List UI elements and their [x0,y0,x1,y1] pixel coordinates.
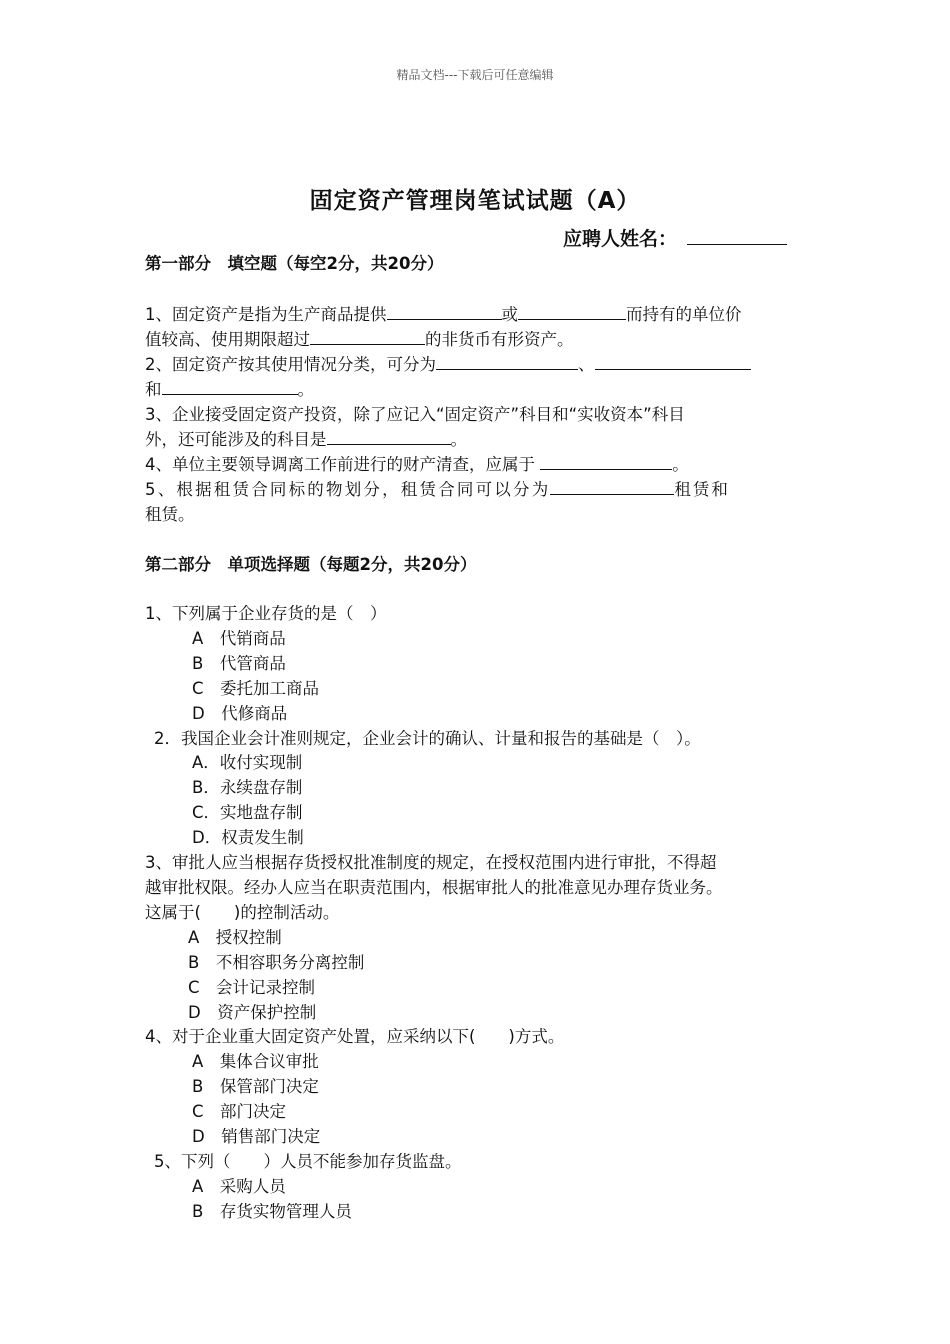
part2-q2: 2．我国企业会计准则规定，企业会计的确认、计量和报告的基础是（ ）。 [154,729,701,748]
part1-q4: 4、单位主要领导调离工作前进行的财产清查，应属于 。 [145,455,689,474]
part2-q4-option-a: A 集体合议审批 [192,1052,319,1071]
part1-q5-line1: 5、根据租赁合同标的物划分，租赁合同可以分为 租赁和 [145,480,730,499]
part1-q1-line2: 值较高、使用期限超过 的非货币有形资产。 [145,330,574,349]
part2-q1-option-d: D 代修商品 [192,704,288,723]
part2-q4-option-c: C 部门决定 [192,1102,287,1121]
part2-q5-option-b: B 存货实物管理人员 [192,1202,352,1221]
part2-q5-option-a: A 采购人员 [192,1177,286,1196]
part2-q2-option-c: C．实地盘存制 [192,803,303,822]
fill-blank [595,355,751,370]
fill-blank [162,380,298,395]
applicant-name-field [563,224,787,251]
fill-blank [540,455,672,470]
part2-q4-option-d: D 销售部门决定 [192,1127,321,1146]
part1-q2-line1: 2、固定资产按其使用情况分类，可分为 、 [145,351,751,375]
part2-q4: 4、对于企业重大固定资产处置，应采纳以下( )方式。 [145,1027,565,1046]
part1-q1-line1: 1、固定资产是指为生产商品提供 或 而持有的单位价 [145,305,742,324]
part2-q3-option-a: A 授权控制 [188,928,282,947]
part2-q3-option-c: C 会计记录控制 [188,978,316,997]
applicant-name-blank [687,226,787,245]
part2-q4-option-b: B 保管部门决定 [192,1077,319,1096]
part1-q3-line2: 外，还可能涉及的科目是 。 [145,430,467,449]
part2-q2-option-b: B．永续盘存制 [192,778,303,797]
part2-q1-option-b: B 代管商品 [192,654,286,673]
part2-q5: 5、下列（ ）人员不能参加存货监盘。 [154,1152,462,1171]
fill-blank [387,305,502,320]
part2-q1: 1、下列属于企业存货的是（ ） [145,604,387,623]
fill-blank [310,330,425,345]
part1-heading: 第一部分 填空题（每空2分，共20分） [145,254,444,273]
part1-q5-line2: 租赁。 [145,505,195,524]
part2-q3-option-b: B 不相容职务分离控制 [188,953,365,972]
part1-q2-line2: 和 。 [145,380,314,399]
fill-blank [436,355,578,370]
part2-q3-line1: 3、审批人应当根据存货授权批准制度的规定，在授权范围内进行审批，不得超 [145,853,717,872]
part2-q2-option-d: D．权责发生制 [192,828,304,847]
page-title: 固定资产管理岗笔试试题（A） [309,188,641,214]
part2-q3-line2: 越审批权限。经办人应当在职责范围内，根据审批人的批准意见办理存货业务。 [145,878,723,897]
fill-blank [550,480,674,495]
part2-q1-option-a: A 代销商品 [192,629,286,648]
applicant-name-label: 应聘人姓名： [563,228,678,250]
part2-q1-option-c: C 委托加工商品 [192,679,320,698]
part2-heading: 第二部分 单项选择题（每题2分，共20分） [145,555,477,574]
watermark: 精品文档---下载后可任意编辑 [396,68,554,82]
part2-q3-option-d: D 资产保护控制 [188,1003,317,1022]
part2-q3-line3: 这属于( )的控制活动。 [145,903,340,922]
part2-q2-option-a: A．收付实现制 [192,753,303,772]
fill-blank [327,430,451,445]
part1-q3-line1: 3、企业接受固定资产投资，除了应记入“固定资产”科目和“实收资本”科目 [145,405,685,424]
fill-blank [518,305,626,320]
